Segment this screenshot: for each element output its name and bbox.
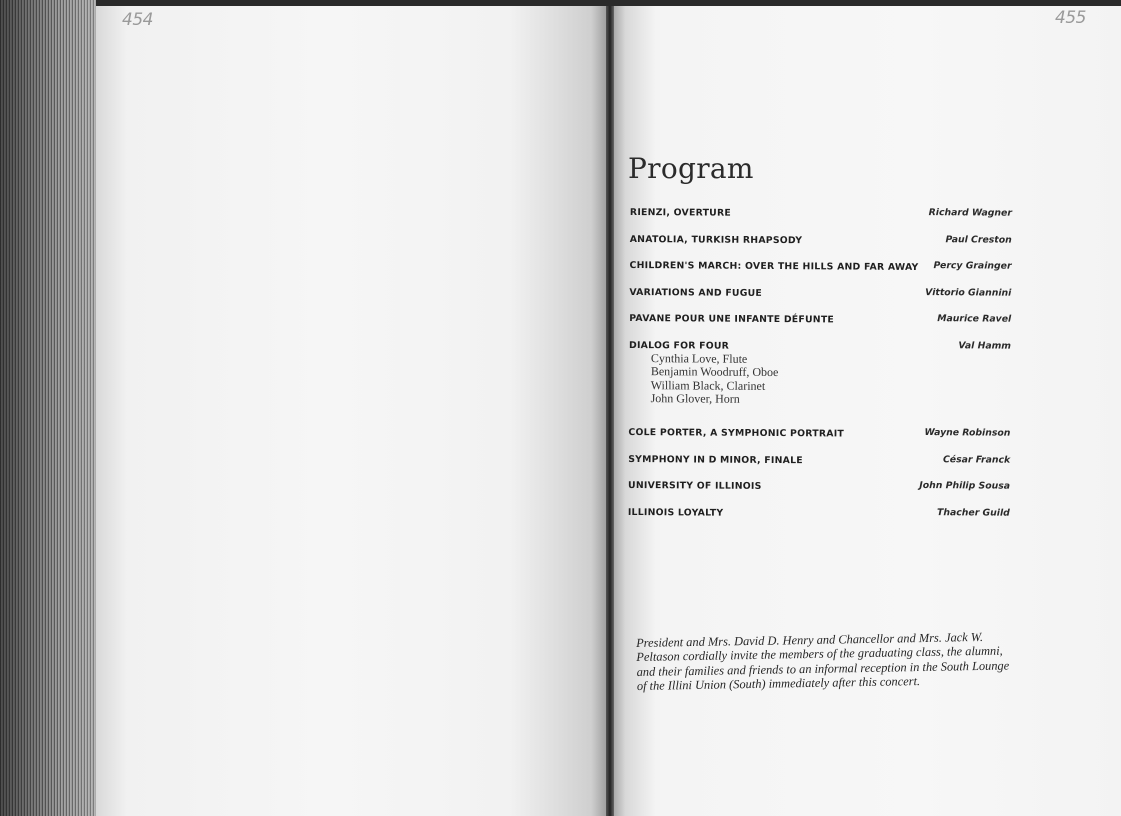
piece-title: SYMPHONY IN D MINOR, FINALE (628, 453, 803, 466)
composer-name: Maurice Ravel (937, 313, 1012, 326)
composer-name: Thacher Guild (937, 506, 1010, 519)
program-list (628, 205, 1014, 534)
composer-name: Wayne Robinson (924, 427, 1011, 439)
performer-list (651, 352, 779, 407)
page-edge-stack (0, 0, 100, 816)
performer: Cynthia Love, Flute (650, 351, 748, 366)
piece-title: CHILDREN'S MARCH: OVER THE HILLS AND FAR AWAY (629, 260, 919, 274)
reception-invitation: President and Mrs. David D. Henry and Chancellor and Mrs. Jack W. Peltason cordially invite the members of the graduating class, the alumni, and their families and friends to an informal reception in the South Lounge of the Illini Union (South) immediately after this concert. (636, 629, 1010, 694)
left-page-number: 454 (122, 10, 153, 30)
composer-name: César Franck (942, 453, 1011, 466)
book-gutter (606, 0, 614, 816)
composer-name: Percy Grainger (933, 260, 1012, 272)
program-row (630, 232, 1014, 261)
top-shadow (96, 0, 1121, 6)
program-row (628, 338, 1013, 428)
composer-name: John Philip Sousa (919, 480, 1011, 492)
performer: William Black, Clarinet (650, 378, 766, 393)
piece-title: UNIVERSITY OF ILLINOIS (628, 480, 762, 493)
piece-title: VARIATIONS AND FUGUE (629, 286, 763, 299)
piece-title: DIALOG FOR FOUR (628, 339, 730, 352)
page-title: Program (628, 152, 754, 185)
performer: John Glover, Horn (650, 391, 740, 407)
composer-name: Paul Creston (945, 233, 1012, 246)
program-row (628, 505, 1012, 534)
piece-title: ILLINOIS LOYALTY (627, 506, 724, 519)
composer-name: Vittorio Giannini (925, 286, 1012, 299)
piece-title: RIENZI, OVERTURE (629, 206, 732, 219)
program-row (629, 258, 1013, 287)
right-page-number: 455 (1055, 8, 1086, 28)
program-row (628, 452, 1012, 481)
piece-title: COLE PORTER, A SYMPHONIC PORTRAIT (628, 426, 845, 440)
left-page (96, 4, 612, 816)
performer: Benjamin Woodruff, Oboe (650, 364, 779, 380)
composer-name: Richard Wagner (928, 207, 1012, 219)
composer-name: Val Hamm (958, 340, 1012, 352)
program-row (628, 478, 1012, 507)
program-row (629, 311, 1013, 340)
program-row (630, 205, 1014, 234)
program-row (629, 285, 1013, 314)
piece-title: PAVANE POUR UNE INFANTE DÉFUNTE (629, 313, 835, 326)
program-row (628, 425, 1012, 454)
piece-title: ANATOLIA, TURKISH RHAPSODY (629, 233, 803, 246)
